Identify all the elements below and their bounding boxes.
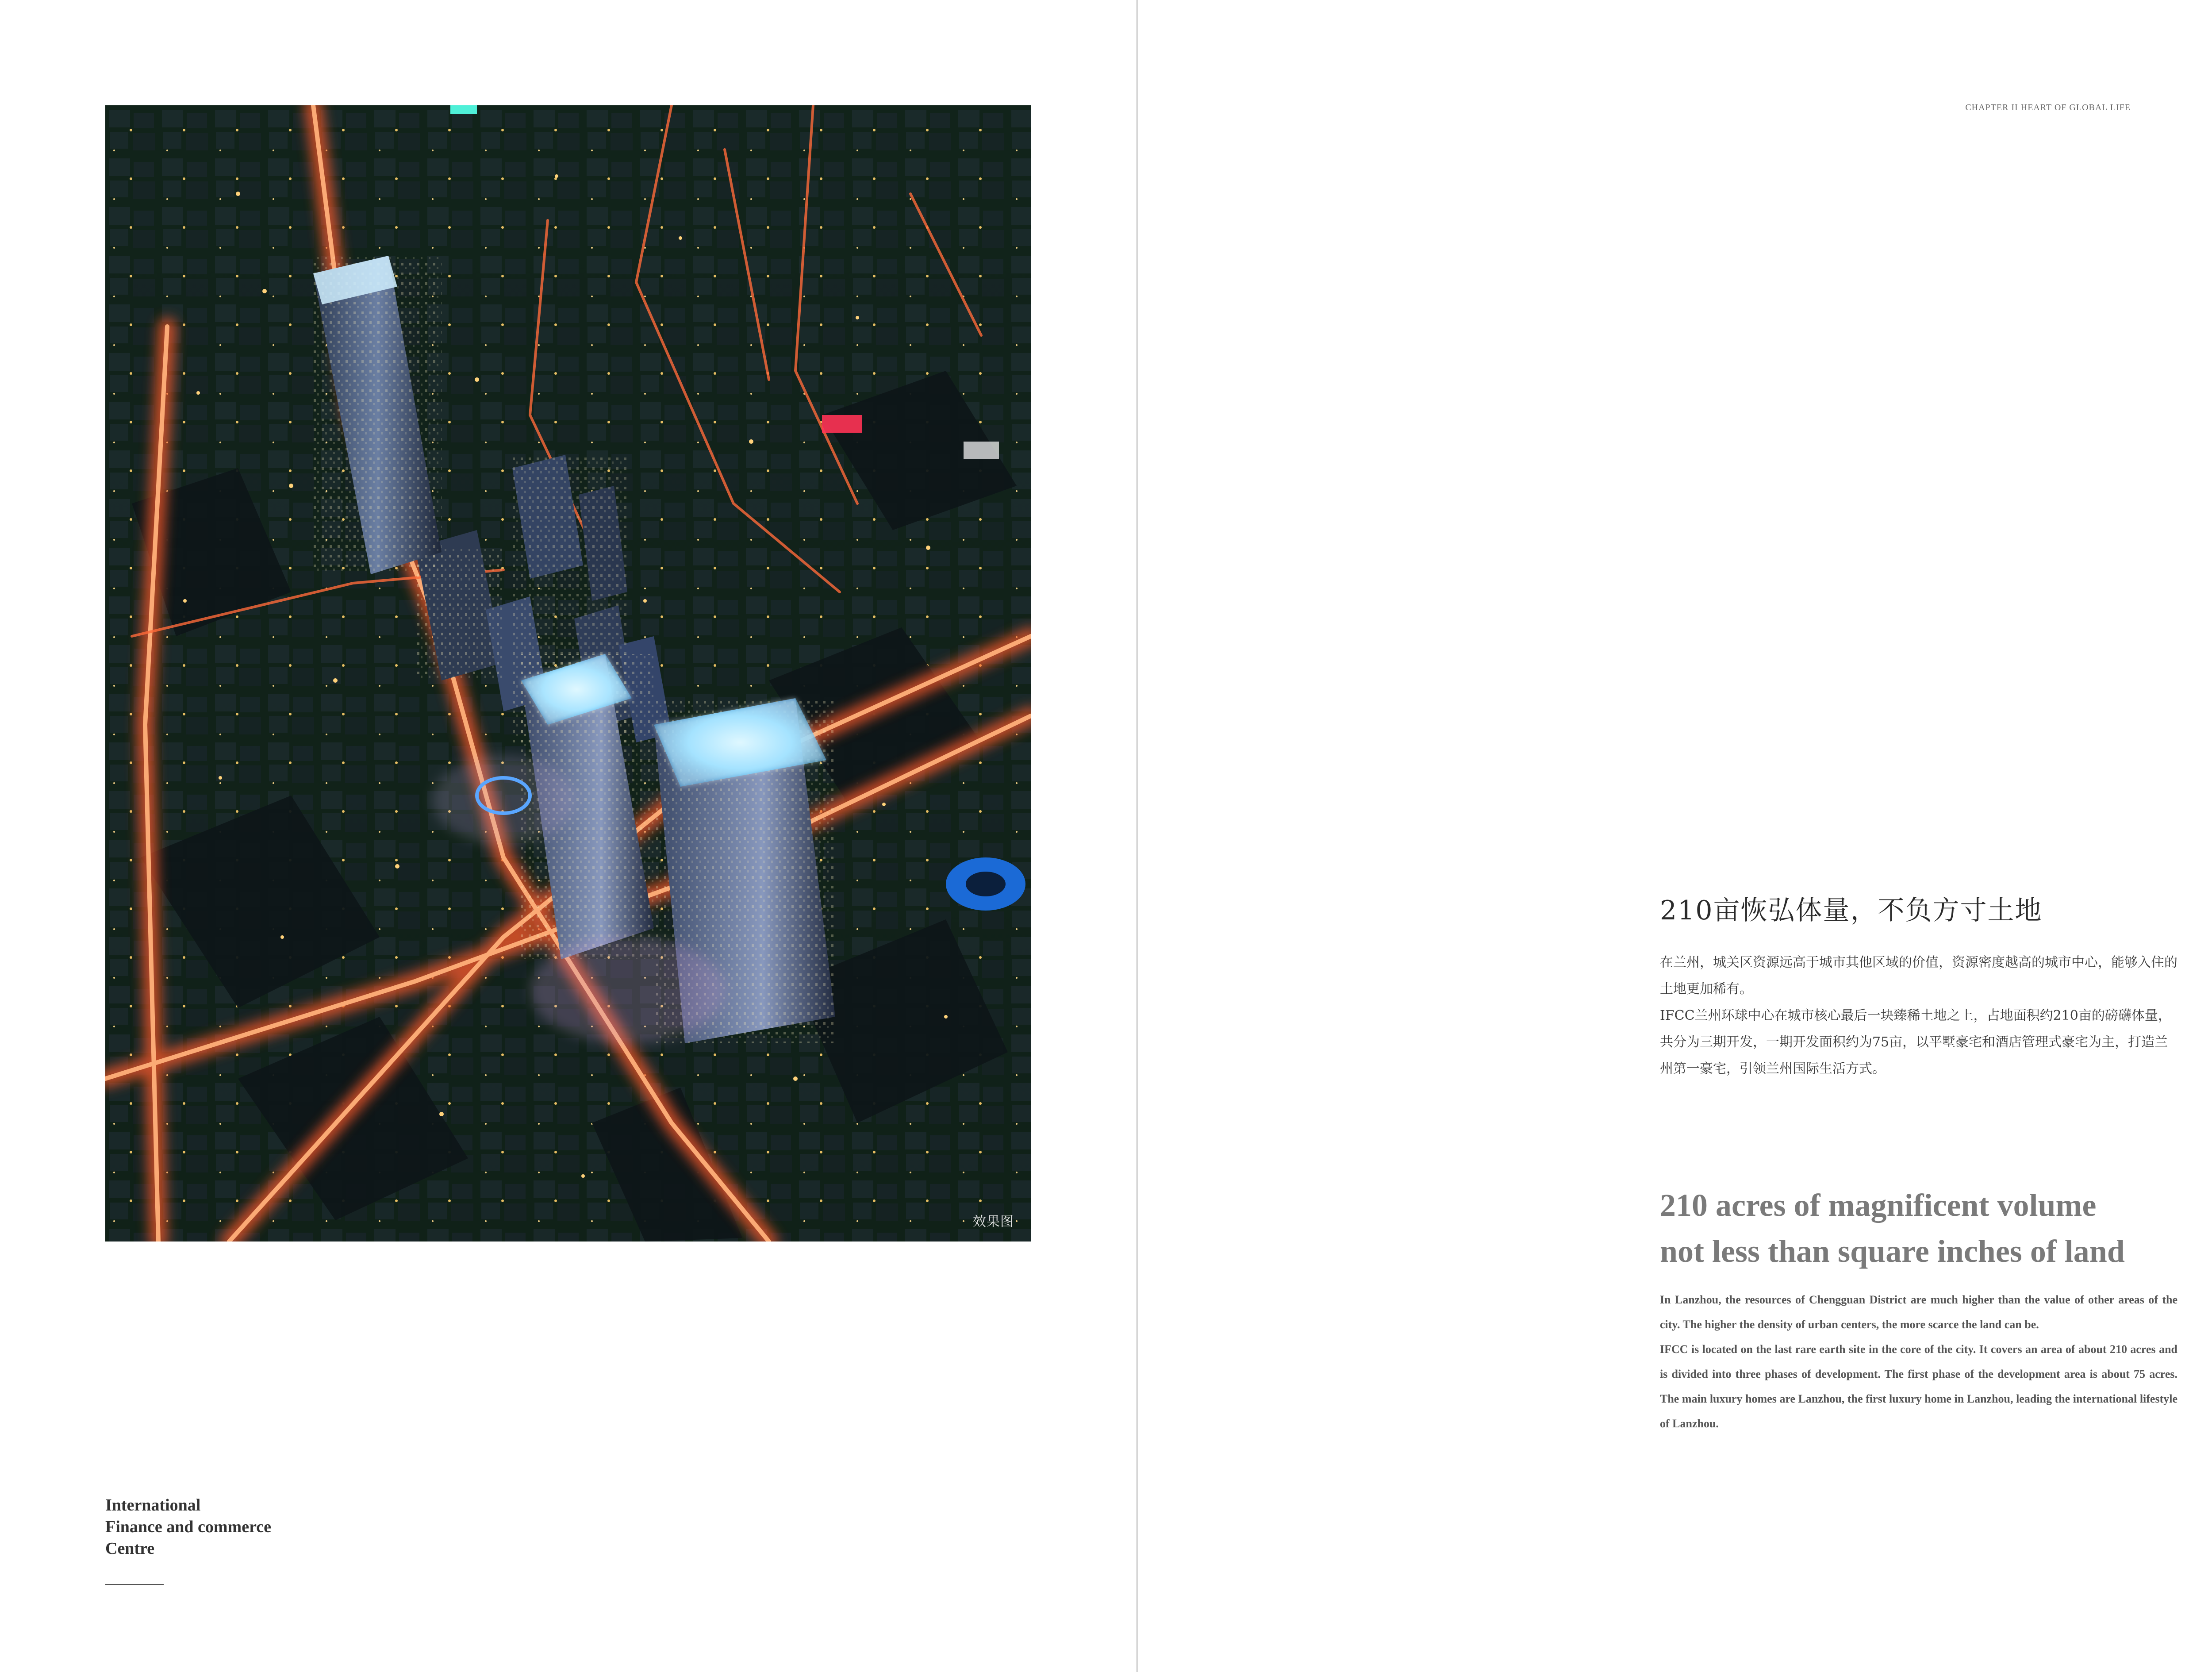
cn-heading: 210亩恢弘体量，不负方寸土地 [1660,895,2043,926]
en-heading [1660,1182,2125,1274]
cn-paragraph-2: IFCC兰州环球中心在城市核心最后一块臻稀土地之上，占地面积约210亩的磅礴体量，共分为三期开发，一期开发面积约为75亩，以平墅豪宅和酒店管理式豪宅为主，打造兰州第一豪宅，引领兰州国际生活方式。 [1660,1008,2171,1076]
en-heading-line-1: 210 acres of magnificent volume [1660,1188,2097,1223]
org-name-line-1: International [105,1496,201,1514]
org-name-block [105,1495,271,1560]
aerial-render-photo [105,105,1031,1242]
en-heading-line-2: not less than square inches of land [1660,1234,2125,1269]
cn-paragraph-1: 在兰州，城关区资源远高于城市其他区域的价值，资源密度越高的城市中心，能够入住的土地更加稀有。 [1660,955,2177,997]
aerial-night-city-icon [105,105,1031,1242]
en-paragraph-1: In Lanzhou, the resources of Chengguan District are much higher than the value of other areas of the city. The higher the density of urban centers, the more scarce the land can be. [1660,1293,2177,1331]
en-paragraph-2: IFCC is located on the last rare earth site in the core of the city. It covers an area of about 210 acres and is divided into three phases of development. The first phase of the development area is about 75 acres. The main luxury homes are Lanzhou, the first luxury home in Lanzhou, leading the international lifestyle of Lanzhou. [1660,1343,2177,1430]
chapter-label: CHAPTER II HEART OF GLOBAL LIFE [1965,103,2131,112]
en-body-text [1660,1288,2177,1436]
photo-caption: 效果图 [973,1214,1014,1230]
right-page [1138,0,2212,1672]
org-underline-divider [105,1584,164,1585]
cn-body-text [1660,949,2177,1082]
org-name-line-3: Centre [105,1539,155,1558]
org-name-line-2: Finance and commerce [105,1518,271,1536]
